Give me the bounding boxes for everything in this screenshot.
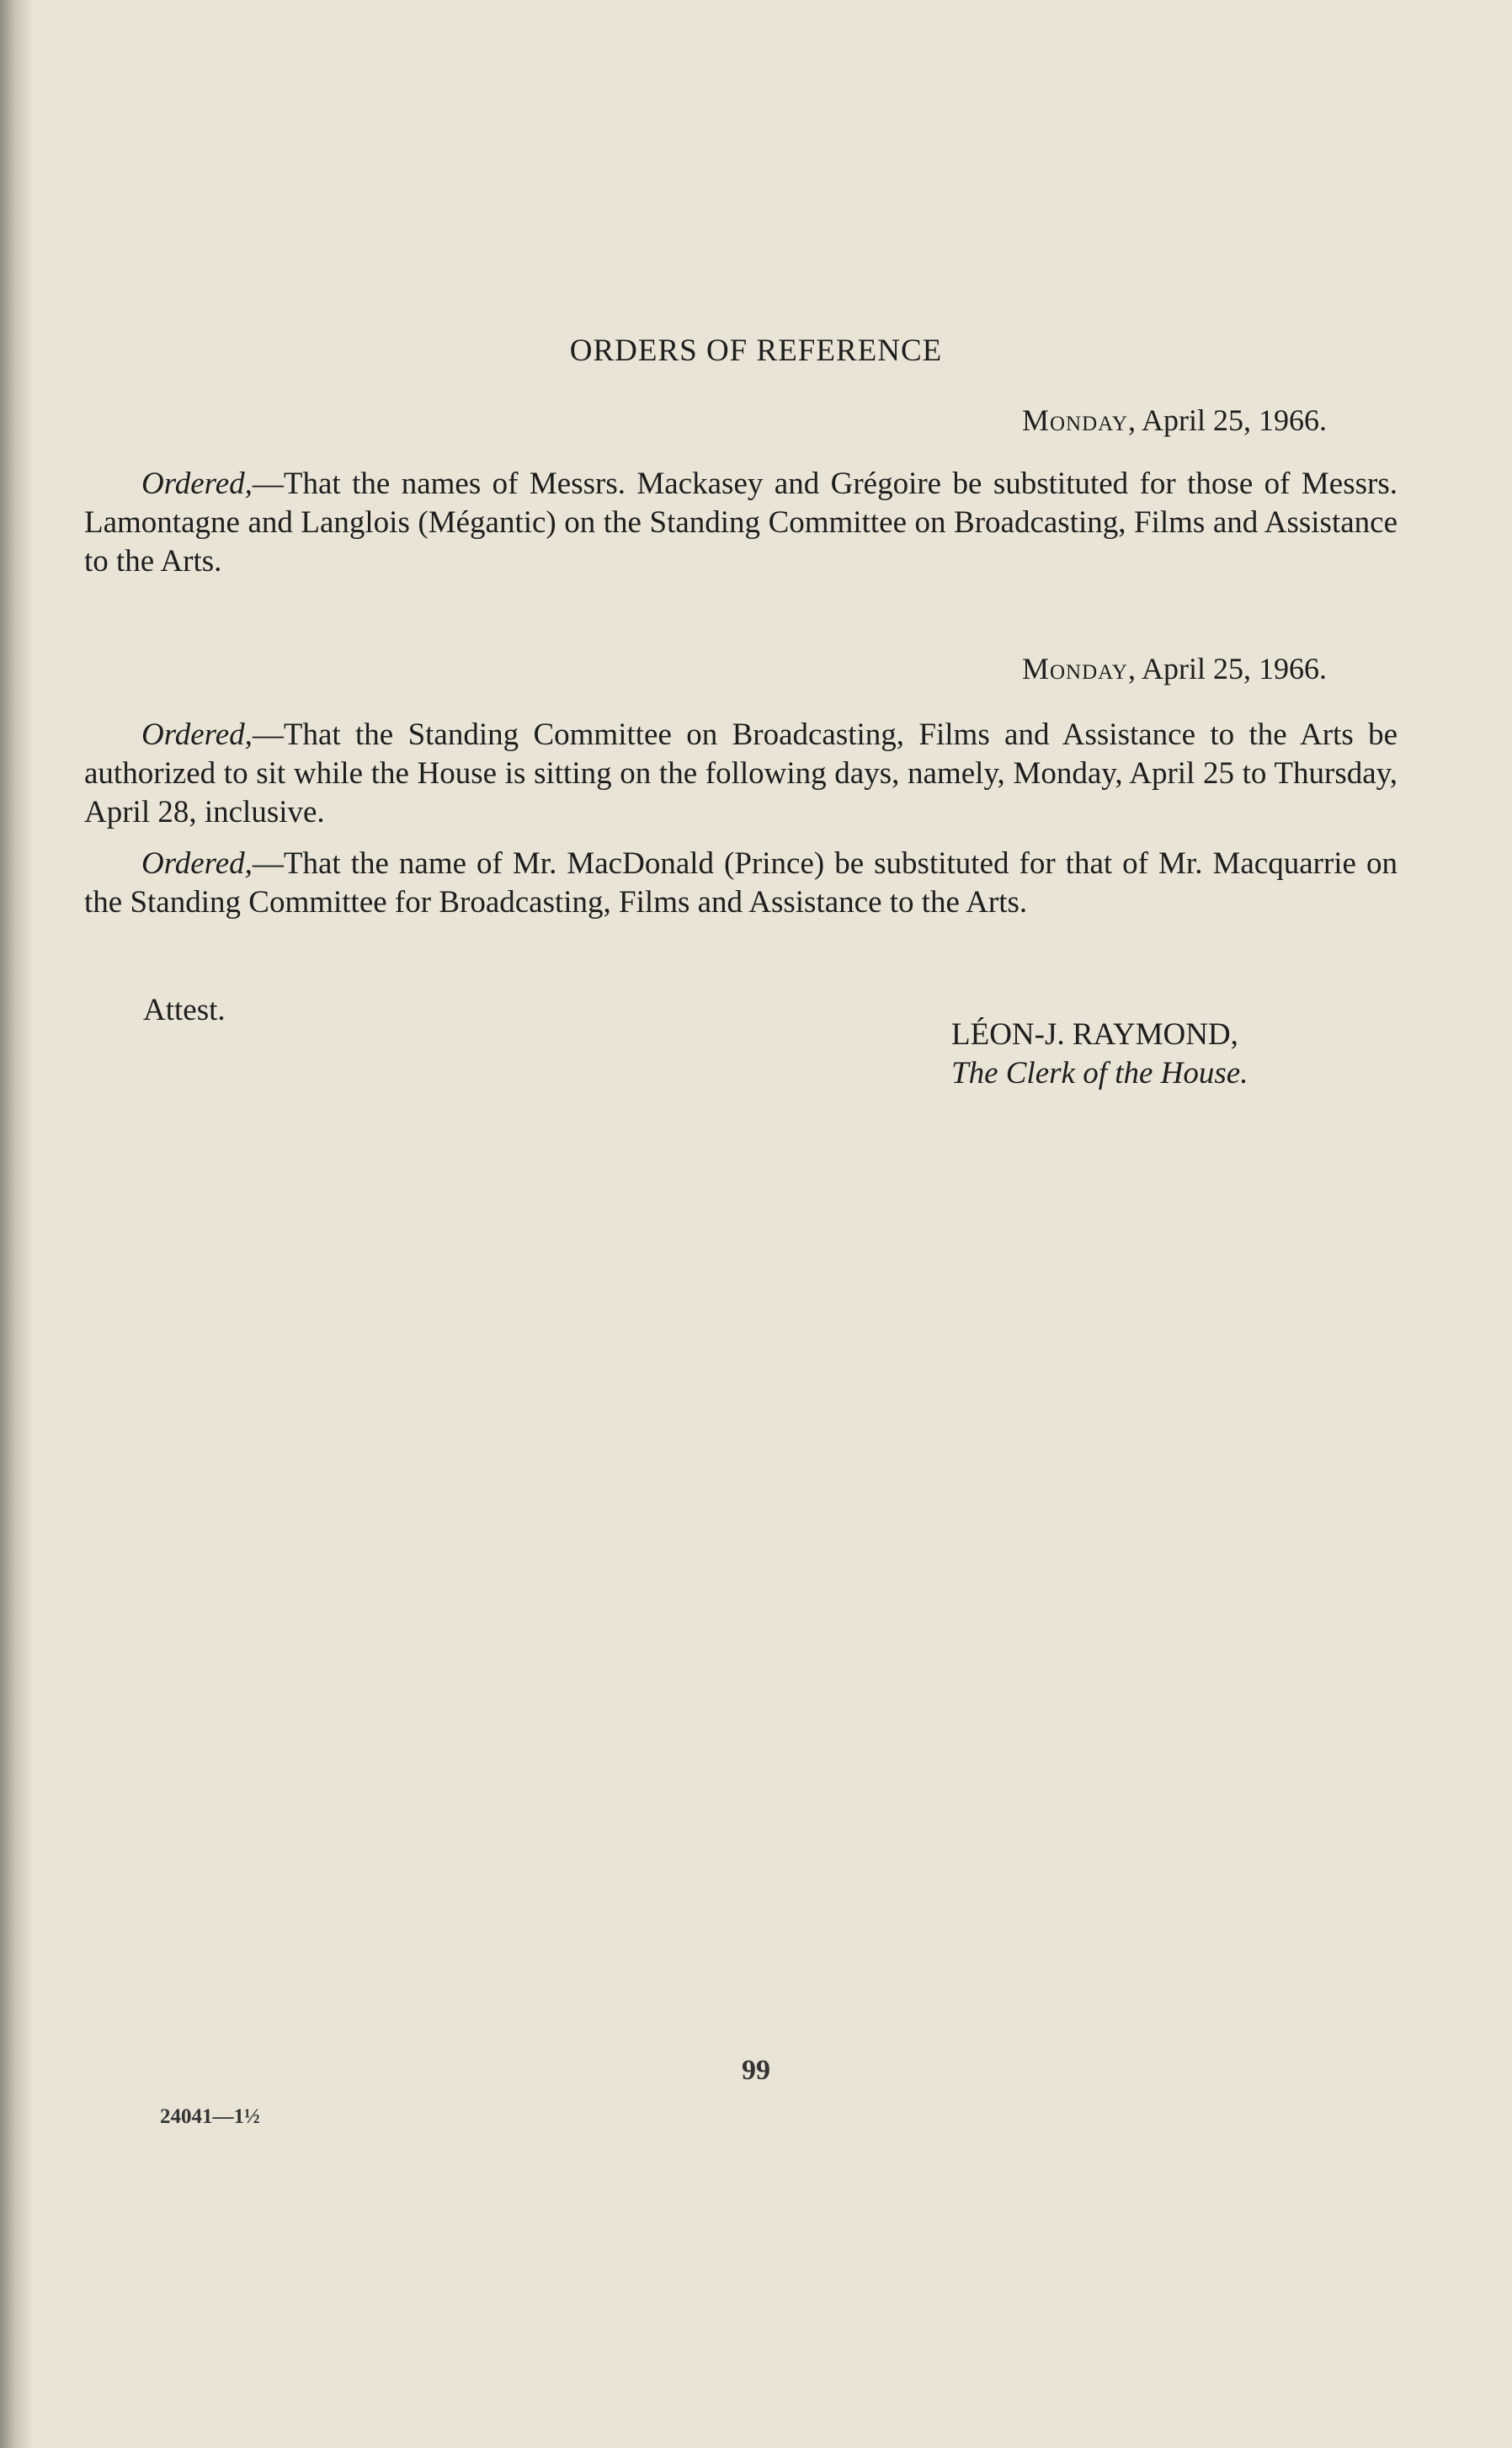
order-date-rest: , April 25, 1966.: [1127, 403, 1327, 437]
order-paragraph: [84, 716, 1398, 832]
ordered-label: Ordered,: [141, 846, 253, 881]
order-date-day: Monday: [1021, 403, 1128, 437]
order-text: —That the names of Messrs. Mackasey and Grégoire be substituted for those of Messrs. Lamontagne and Langlois (Mégantic) on the Standing Committee on Broadcasting, Films and Assistance to the Arts.: [84, 467, 1398, 579]
page-number: 99: [742, 2055, 770, 2086]
print-code: 24041—1½: [160, 2105, 260, 2128]
order-date-day: Monday: [1021, 652, 1128, 685]
signature-name: LÉON-J. RAYMOND,: [951, 1017, 1238, 1052]
order-paragraph: [84, 845, 1398, 922]
order-paragraph: [84, 465, 1398, 581]
ordered-label: Ordered,: [141, 717, 253, 752]
attest-label: Attest.: [143, 993, 226, 1027]
order-date-rest: , April 25, 1966.: [1127, 652, 1327, 685]
signature-title: The Clerk of the House.: [951, 1056, 1248, 1091]
page-heading: ORDERS OF REFERENCE: [569, 333, 943, 368]
order-text: —That the name of Mr. MacDonald (Prince) be substituted for that of Mr. Macquarrie on the Standing Committee for Broadcasting, Films and Assistance to the Arts.: [84, 846, 1398, 920]
order-date-1: [1022, 403, 1327, 438]
order-text: —That the Standing Committee on Broadcasting, Films and Assistance to the Arts be authorized to sit while the House is sitting on the following days, namely, Monday, April 25 to Thursday, April 28, inclusive.: [84, 717, 1398, 829]
order-date-2: [1022, 651, 1327, 686]
ordered-label: Ordered,: [141, 467, 253, 501]
